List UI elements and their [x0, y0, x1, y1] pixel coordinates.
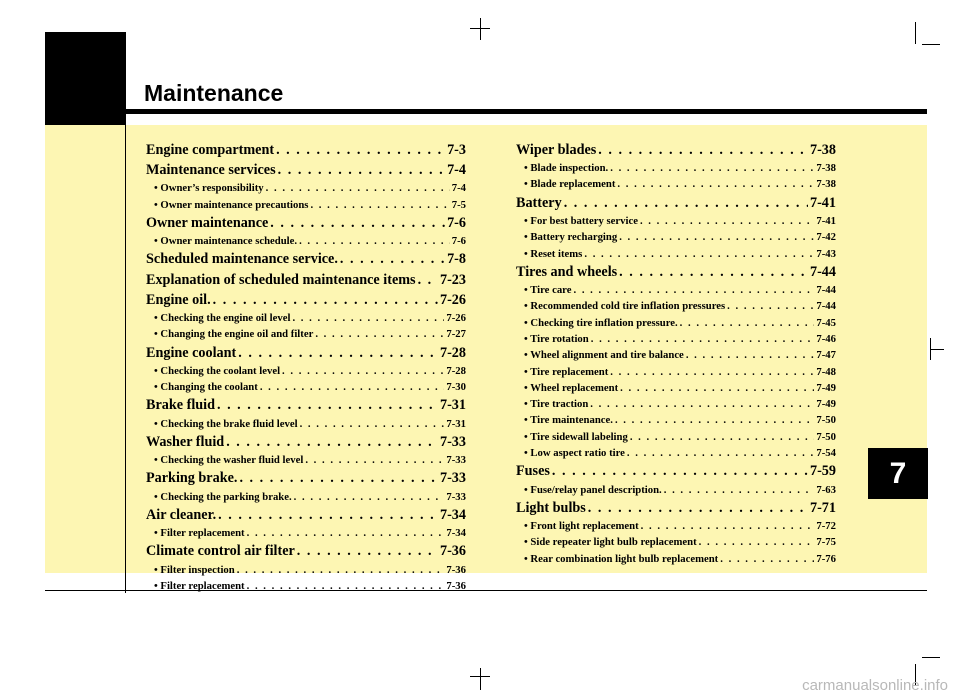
dot-leader [619, 229, 814, 245]
toc-page-number: 7-71 [809, 499, 836, 516]
dot-leader [686, 347, 815, 363]
toc-entry[interactable] [146, 270, 466, 290]
toc-page-number: 7-49 [816, 381, 836, 394]
dot-leader [226, 432, 438, 452]
toc-entry[interactable] [516, 461, 836, 481]
dot-leader [588, 498, 808, 518]
dot-leader [213, 290, 438, 310]
dot-leader [664, 482, 815, 498]
dot-leader [620, 380, 814, 396]
toc-page-number: 7-34 [439, 506, 466, 523]
toc-column-right [516, 140, 836, 567]
dot-leader [564, 193, 808, 213]
toc-entry-label: • Owner maintenance schedule. [154, 235, 298, 248]
toc-entry-label: Parking brake. [146, 470, 238, 487]
dot-leader [590, 396, 814, 412]
margin-rule [125, 125, 126, 593]
toc-subentry[interactable] [146, 525, 466, 541]
toc-page-number: 7-36 [439, 543, 466, 560]
toc-page-number: 7-49 [816, 398, 836, 411]
dot-leader [239, 468, 438, 488]
toc-entry-label: • Tire sidewall labeling [524, 430, 628, 443]
toc-entry-label: Explanation of scheduled maintenance items [146, 271, 416, 288]
toc-page-number: 7-38 [809, 142, 836, 158]
dot-leader [627, 445, 815, 461]
toc-page-number: 7-30 [446, 381, 466, 394]
toc-page-number: 7-59 [809, 463, 836, 480]
dot-leader [300, 416, 445, 432]
toc-subentry[interactable] [516, 412, 836, 428]
dot-leader [610, 160, 814, 176]
toc-entry-label: • Blade replacement [524, 178, 616, 191]
toc-entry[interactable] [146, 140, 466, 160]
crop-mark-top-right [922, 44, 940, 45]
toc-page-number: 7-6 [451, 235, 466, 248]
toc-subentry[interactable] [146, 197, 466, 213]
toc-entry-label: • Filter replacement [154, 579, 245, 592]
toc-page-number: 7-45 [816, 316, 836, 329]
crop-mark-bottom-center [470, 676, 490, 677]
toc-page-number: 7-26 [446, 312, 466, 325]
toc-subentry[interactable] [146, 363, 466, 379]
toc-subentry[interactable] [516, 534, 836, 550]
toc-entry-label: Engine oil. [146, 291, 211, 308]
crop-mark-top-center [470, 28, 490, 29]
dot-leader [297, 541, 438, 561]
toc-entry-label: Light bulbs [516, 499, 586, 516]
dot-leader [617, 176, 814, 192]
toc-entry-label: • Tire maintenance. [524, 414, 613, 427]
toc-entry[interactable] [516, 498, 836, 518]
toc-entry[interactable] [146, 249, 466, 269]
toc-entry-label: • Tire care [524, 284, 572, 297]
dot-leader [573, 282, 814, 298]
toc-entry-label: Owner maintenance [146, 214, 269, 231]
toc-page-number: 7-8 [447, 251, 466, 268]
toc-subentry[interactable] [146, 562, 466, 578]
toc-page-number: 7-50 [816, 430, 836, 443]
toc-entry-label: • For best battery service [524, 214, 638, 227]
crop-mark-bottom-right [922, 657, 940, 658]
toc-subentry[interactable] [516, 429, 836, 445]
toc-subentry[interactable] [516, 315, 836, 331]
dot-leader [260, 379, 445, 395]
toc-entry[interactable] [146, 505, 466, 525]
toc-page-number: 7-38 [816, 178, 836, 191]
toc-entry-label: • Wheel replacement [524, 381, 619, 394]
toc-subentry[interactable] [146, 310, 466, 326]
dot-leader [276, 140, 445, 160]
toc-entry[interactable] [146, 432, 466, 452]
toc-page-number: 7-33 [446, 490, 466, 503]
dot-leader [270, 213, 445, 233]
toc-entry-label: • Checking the engine oil level [154, 312, 291, 325]
crop-mark-top-right [915, 22, 916, 44]
toc-subentry[interactable] [516, 551, 836, 567]
dot-leader [237, 562, 445, 578]
toc-entry-label: • Owner maintenance precautions [154, 198, 309, 211]
toc-entry-label: • Filter replacement [154, 527, 245, 540]
dot-leader [282, 363, 444, 379]
toc-entry[interactable] [516, 262, 836, 282]
toc-entry-label: Fuses [516, 463, 550, 480]
toc-page-number: 7-44 [809, 263, 836, 280]
toc-page-number: 7-43 [816, 247, 836, 260]
toc-page-number: 7-34 [446, 527, 466, 540]
toc-page-number: 7-42 [816, 231, 836, 244]
toc-column-left [146, 140, 466, 594]
toc-entry-label: Washer fluid [146, 433, 225, 450]
toc-page-number: 7-50 [816, 414, 836, 427]
toc-page-number: 7-41 [816, 214, 836, 227]
toc-entry-label: • Low aspect ratio tire [524, 447, 625, 460]
toc-subentry[interactable] [516, 347, 836, 363]
toc-entry-label: • Changing the coolant [154, 381, 258, 394]
toc-entry-label: Tires and wheels [516, 263, 618, 280]
toc-entry-label: • Owner’s responsibility [154, 182, 264, 195]
dot-leader [552, 461, 808, 481]
toc-subentry[interactable] [516, 298, 836, 314]
dot-leader [641, 518, 815, 534]
toc-subentry[interactable] [146, 416, 466, 432]
toc-entry-label: • Checking the brake fluid level [154, 417, 298, 430]
dot-leader [680, 315, 815, 331]
toc-entry-label: Climate control air filter [146, 543, 295, 560]
dot-leader [247, 578, 445, 594]
toc-entry[interactable] [146, 343, 466, 363]
toc-page-number: 7-4 [447, 162, 466, 179]
toc-subentry[interactable] [516, 396, 836, 412]
toc-subentry[interactable] [516, 482, 836, 498]
header-black-block [45, 32, 126, 125]
toc-page-number: 7-31 [439, 397, 466, 414]
toc-page-number: 7-63 [816, 483, 836, 496]
toc-entry-label: • Checking the washer fluid level [154, 454, 304, 467]
toc-entry-label: Engine compartment [146, 142, 275, 158]
toc-subentry[interactable] [516, 229, 836, 245]
toc-page-number: 7-3 [447, 142, 466, 158]
toc-entry-label: • Front light replacement [524, 519, 639, 532]
toc-entry[interactable] [146, 160, 466, 180]
toc-entry[interactable] [146, 541, 466, 561]
dot-leader [720, 551, 814, 567]
dot-leader [619, 262, 808, 282]
toc-subentry[interactable] [516, 213, 836, 229]
toc-page-number: 7-23 [439, 271, 466, 288]
toc-page-number: 7-76 [816, 552, 836, 565]
title-underline [126, 109, 927, 114]
page-title: Maintenance [144, 80, 284, 106]
dot-leader [610, 364, 814, 380]
toc-subentry[interactable] [146, 233, 466, 249]
toc-entry-label: Wiper blades [516, 142, 597, 158]
toc-subentry[interactable] [146, 489, 466, 505]
toc-page-number: 7-33 [439, 470, 466, 487]
toc-page-number: 7-4 [451, 182, 466, 195]
toc-entry-label: • Filter inspection [154, 563, 235, 576]
toc-entry-label: Brake fluid [146, 397, 215, 414]
watermark: carmanualsonline.info [802, 677, 948, 694]
toc-entry-label: Scheduled maintenance service. [146, 251, 338, 268]
toc-subentry[interactable] [516, 246, 836, 262]
toc-entry-label: • Fuse/relay panel description. [524, 483, 662, 496]
toc-page-number: 7-28 [446, 364, 466, 377]
toc-entry-label: • Blade inspection. [524, 162, 609, 175]
dot-leader [598, 140, 808, 160]
dot-leader [727, 298, 814, 314]
toc-page-number: 7-33 [446, 454, 466, 467]
toc-page-number: 7-38 [816, 162, 836, 175]
chapter-tab[interactable]: 7 [868, 448, 928, 499]
toc-entry[interactable] [146, 468, 466, 488]
toc-entry-label: • Checking the parking brake. [154, 490, 292, 503]
toc-page-number: 7-54 [816, 447, 836, 460]
dot-leader [315, 326, 444, 342]
toc-subentry[interactable] [516, 445, 836, 461]
dot-leader [418, 270, 438, 290]
toc-entry-label: Maintenance services [146, 162, 276, 179]
toc-subentry[interactable] [146, 180, 466, 196]
dot-leader [292, 310, 444, 326]
toc-entry-label: • Tire traction [524, 398, 589, 411]
toc-entry[interactable] [516, 193, 836, 213]
toc-page-number: 7-27 [446, 328, 466, 341]
dot-leader [584, 246, 814, 262]
toc-page-number: 7-46 [816, 332, 836, 345]
toc-page-number: 7-6 [447, 214, 466, 231]
dot-leader [238, 343, 438, 363]
toc-page-number: 7-72 [816, 519, 836, 532]
toc-entry-label: • Checking tire inflation pressure. [524, 316, 678, 329]
toc-subentry[interactable] [516, 364, 836, 380]
toc-page-number: 7-36 [446, 563, 466, 576]
dot-leader [640, 213, 814, 229]
dot-leader [630, 429, 815, 445]
dot-leader [615, 412, 814, 428]
toc-subentry[interactable] [516, 282, 836, 298]
toc-page-number: 7-26 [439, 291, 466, 308]
toc-page-number: 7-33 [439, 433, 466, 450]
toc-page-number: 7-36 [446, 579, 466, 592]
toc-entry-label: • Wheel alignment and tire balance [524, 349, 684, 362]
toc-entry-label: • Battery recharging [524, 231, 618, 244]
dot-leader [310, 197, 449, 213]
toc-entry-label: • Recommended cold tire inflation pressures [524, 300, 726, 313]
toc-entry-label: • Rear combination light bulb replacement [524, 552, 719, 565]
dot-leader [591, 331, 815, 347]
toc-entry[interactable] [516, 140, 836, 160]
toc-entry-label: Engine coolant [146, 344, 237, 361]
toc-entry-label: • Changing the engine oil and filter [154, 328, 314, 341]
dot-leader [218, 505, 438, 525]
toc-subentry[interactable] [516, 176, 836, 192]
toc-page-number: 7-31 [446, 417, 466, 430]
toc-page-number: 7-47 [816, 349, 836, 362]
toc-page-number: 7-28 [439, 344, 466, 361]
toc-entry-label: • Reset items [524, 247, 583, 260]
toc-page-number: 7-48 [816, 365, 836, 378]
toc-subentry[interactable] [146, 578, 466, 594]
dot-leader [340, 249, 445, 269]
crop-mark-right-center [930, 349, 944, 350]
toc-entry-label: Battery [516, 194, 562, 211]
dot-leader [247, 525, 445, 541]
toc-entry[interactable] [146, 290, 466, 310]
toc-page-number: 7-44 [816, 284, 836, 297]
toc-entry-label: Air cleaner. [146, 506, 217, 523]
crop-mark-top-center [480, 18, 481, 40]
crop-mark-bottom-center [480, 668, 481, 690]
dot-leader [299, 233, 450, 249]
toc-page-number: 7-41 [809, 194, 836, 211]
toc-subentry[interactable] [516, 331, 836, 347]
toc-subentry[interactable] [146, 452, 466, 468]
dot-leader [305, 452, 444, 468]
toc-page-number: 7-44 [816, 300, 836, 313]
toc-entry-label: • Tire replacement [524, 365, 609, 378]
dot-leader [699, 534, 815, 550]
dot-leader [278, 160, 445, 180]
dot-leader [217, 395, 438, 415]
toc-entry-label: • Tire rotation [524, 332, 589, 345]
toc-page-number: 7-5 [451, 198, 466, 211]
dot-leader [294, 489, 445, 505]
toc-subentry[interactable] [146, 326, 466, 342]
dot-leader [266, 180, 450, 196]
toc-subentry[interactable] [516, 160, 836, 176]
toc-entry[interactable] [146, 213, 466, 233]
toc-entry[interactable] [146, 395, 466, 415]
toc-subentry[interactable] [516, 380, 836, 396]
toc-subentry[interactable] [516, 518, 836, 534]
toc-subentry[interactable] [146, 379, 466, 395]
toc-entry-label: • Checking the coolant level [154, 364, 281, 377]
toc-page-number: 7-75 [816, 536, 836, 549]
toc-entry-label: • Side repeater light bulb replacement [524, 536, 697, 549]
